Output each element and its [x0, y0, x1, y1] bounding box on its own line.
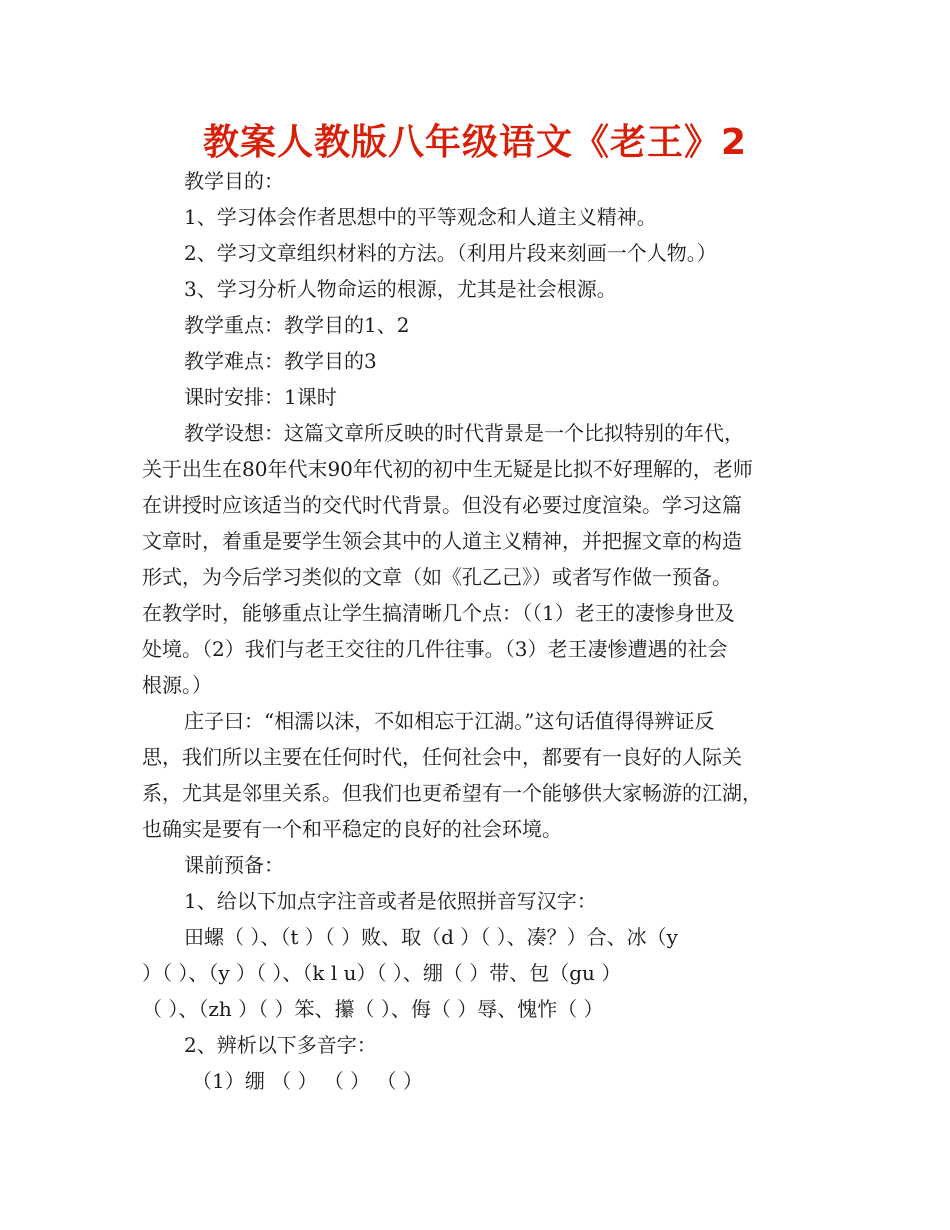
zhuangzi-paragraph-line: 庄子曰：“相濡以沫，不如相忘于江湖。”这句话值得得辨证反 [184, 709, 715, 733]
document-title: 教案人教版八年级语文《老王》2 [202, 122, 748, 163]
pinyin-exercise-line: 田螺（ ）、（t ）（ ）败、取（d ）（ ）、凑？）合、冰（y [184, 925, 678, 949]
design-paragraph-line: 根源。） [142, 673, 212, 697]
design-paragraph-line: 文章时，着重是要学生领会其中的人道主义精神，并把握文章的构造 [142, 529, 742, 553]
design-paragraph-line: 在讲授时应该适当的交代时代背景。但没有必要过度渲染。学习这篇 [142, 493, 742, 517]
zhuangzi-paragraph-line: 系，尤其是邻里关系。但我们也更希望有一个能够供大家畅游的江湖， [142, 781, 762, 805]
objectives-heading: 教学目的： [184, 169, 284, 193]
schedule: 课时安排：1课时 [184, 385, 337, 409]
key-points: 教学重点：教学目的1、2 [184, 313, 410, 337]
document-body [142, 163, 818, 1099]
prep-heading: 课前预备： [184, 853, 284, 877]
prep-item-1: 1、给以下加点字注音或者是依照拼音写汉字： [184, 889, 597, 913]
design-paragraph-line: 关于出生在80年代末90年代初的初中生无疑是比拟不好理解的，老师 [142, 457, 753, 481]
zhuangzi-paragraph-line: 也确实是要有一个和平稳定的良好的社会环境。 [142, 817, 562, 841]
design-paragraph-line: 处境。（2）我们与老王交往的几件往事。（3）老王凄惨遭遇的社会 [142, 637, 728, 661]
design-paragraph-line: 形式，为今后学习类似的文章（如《孔乙己》）或者写作做一预备。 [142, 565, 732, 589]
prep-item-2: 2、辨析以下多音字： [184, 1033, 377, 1057]
difficulties: 教学难点：教学目的3 [184, 349, 377, 373]
objective-item: 3、学习分析人物命运的根源，尤其是社会根源。 [184, 277, 617, 301]
zhuangzi-paragraph-line: 思，我们所以主要在任何时代，任何社会中，都要有一良好的人际关 [142, 745, 742, 769]
pinyin-exercise-line: （ ）、（zh ）（ ）笨、攥（ ）、侮（ ）辱、愧怍（ ） [142, 997, 604, 1021]
design-paragraph-line: 教学设想：这篇文章所反映的时代背景是一个比拟特别的年代， [184, 421, 744, 445]
objective-item: 1、学习体会作者思想中的平等观念和人道主义精神。 [184, 205, 657, 229]
pinyin-exercise-line: ）（ ）、（y ）（ ）、（k l u）（ ）、绷（ ）带、包（gu ） [142, 961, 622, 985]
polyphone-item-1: （1）绷 （ ） （ ） （ ） [192, 1069, 423, 1093]
objective-item: 2、学习文章组织材料的方法。（利用片段来刻画一个人物。） [184, 241, 717, 265]
design-paragraph-line: 在教学时，能够重点让学生搞清晰几个点：（（1）老王的凄惨身世及 [142, 601, 735, 625]
